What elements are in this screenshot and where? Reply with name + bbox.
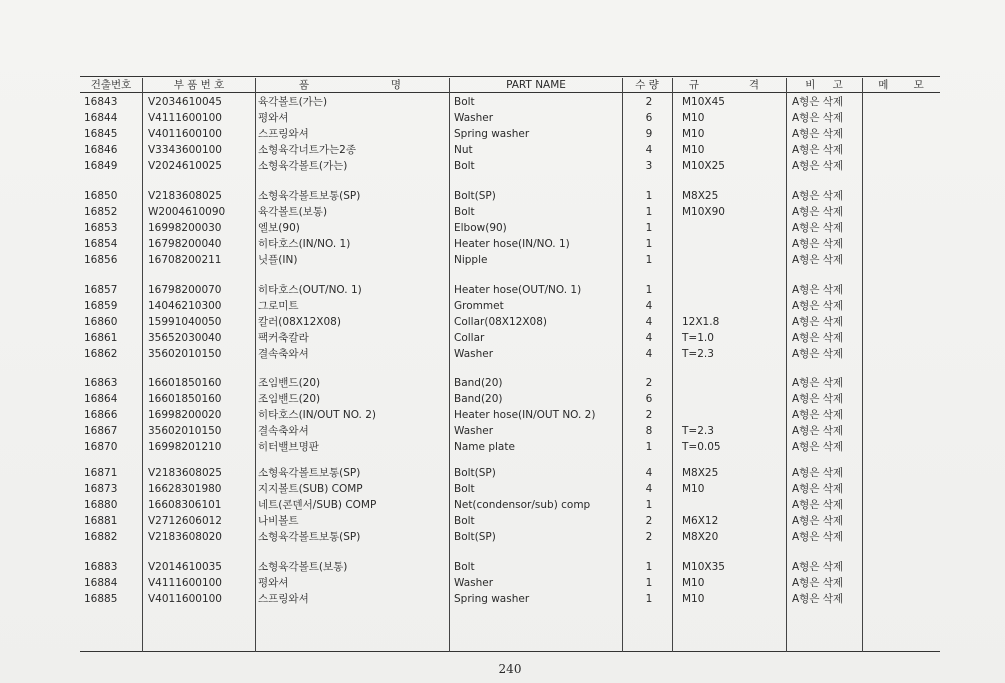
- quantity: 4: [645, 467, 653, 479]
- spec: 12X1.8: [682, 316, 720, 328]
- part-name: Washer: [454, 577, 494, 589]
- table-row: [0, 592, 1005, 607]
- quantity: 1: [645, 499, 653, 511]
- korean-name: 소형육각볼트보통(SP): [258, 531, 361, 543]
- korean-name: 소형육각너트가는2종: [258, 144, 356, 156]
- part-number: V3343600100: [148, 144, 222, 156]
- remark: A형은 삭제: [792, 409, 844, 421]
- part-number: 16628301980: [148, 483, 222, 495]
- part-name: Bolt: [454, 160, 475, 172]
- spec: M10: [682, 593, 705, 605]
- quantity: 1: [645, 441, 653, 453]
- korean-name: 그로미트: [258, 300, 299, 312]
- part-name: Band(20): [454, 393, 503, 405]
- korean-name: 소형육각볼트(보통): [258, 561, 348, 573]
- quantity: 1: [645, 206, 653, 218]
- quantity: 4: [645, 144, 653, 156]
- remark: A형은 삭제: [792, 316, 844, 328]
- table-row: [0, 466, 1005, 481]
- part-number: 16998200030: [148, 222, 222, 234]
- part-name: Bolt: [454, 515, 475, 527]
- quantity: 2: [645, 377, 653, 389]
- part-name: Washer: [454, 112, 494, 124]
- item-number: 16862: [84, 348, 118, 360]
- quantity: 1: [645, 561, 653, 573]
- quantity: 1: [645, 593, 653, 605]
- korean-name: 스프링와셔: [258, 593, 309, 605]
- item-number: 16853: [84, 222, 118, 234]
- korean-name: 조임밴드(20): [258, 377, 321, 389]
- quantity: 2: [645, 531, 653, 543]
- quantity: 4: [645, 348, 653, 360]
- table-row: [0, 283, 1005, 298]
- quantity: 1: [645, 577, 653, 589]
- table-row: [0, 127, 1005, 142]
- header-part-number: 부 품 번 호: [173, 79, 225, 91]
- korean-name: 소형육각볼트보통(SP): [258, 467, 361, 479]
- part-number: V2034610045: [148, 96, 222, 108]
- item-number: 16846: [84, 144, 118, 156]
- spec: M8X25: [682, 467, 719, 479]
- table-row: [0, 221, 1005, 236]
- spec: M10: [682, 144, 705, 156]
- item-number: 16863: [84, 377, 118, 389]
- remark: A형은 삭제: [792, 531, 844, 543]
- part-number: 35602010150: [148, 425, 222, 437]
- remark: A형은 삭제: [792, 348, 844, 360]
- table-row: [0, 95, 1005, 110]
- part-number: 16601850160: [148, 393, 222, 405]
- part-number: V4111600100: [148, 112, 222, 124]
- spec: M10X35: [682, 561, 725, 573]
- quantity: 6: [645, 393, 653, 405]
- korean-name: 육각볼트(가는): [258, 96, 328, 108]
- quantity: 2: [645, 409, 653, 421]
- part-name: Name plate: [454, 441, 515, 453]
- part-number: 16998200020: [148, 409, 222, 421]
- table-row: [0, 408, 1005, 423]
- quantity: 4: [645, 332, 653, 344]
- part-number: V2183608025: [148, 467, 222, 479]
- remark: A형은 삭제: [792, 499, 844, 511]
- table-row: [0, 424, 1005, 439]
- remark: A형은 삭제: [792, 284, 844, 296]
- header-memo: 메 모: [878, 79, 924, 91]
- table-row: [0, 237, 1005, 252]
- header-spec-b: 격: [748, 79, 760, 91]
- item-number: 16854: [84, 238, 118, 250]
- part-number: 16798200040: [148, 238, 222, 250]
- part-name: Collar: [454, 332, 485, 344]
- table-row: [0, 159, 1005, 174]
- item-number: 16860: [84, 316, 118, 328]
- item-number: 16880: [84, 499, 118, 511]
- part-number: V2712606012: [148, 515, 222, 527]
- part-number: 16601850160: [148, 377, 222, 389]
- part-name: Bolt(SP): [454, 531, 496, 543]
- part-name: Bolt(SP): [454, 190, 496, 202]
- table-row: [0, 205, 1005, 220]
- remark: A형은 삭제: [792, 190, 844, 202]
- part-number: 16608306101: [148, 499, 222, 511]
- item-number: 16850: [84, 190, 118, 202]
- part-name: Elbow(90): [454, 222, 507, 234]
- part-number: V4011600100: [148, 128, 222, 140]
- item-number: 16867: [84, 425, 118, 437]
- table-top-rule: [80, 76, 940, 77]
- spec: M10: [682, 112, 705, 124]
- quantity: 2: [645, 96, 653, 108]
- part-name: Washer: [454, 425, 494, 437]
- korean-name: 평와셔: [258, 112, 289, 124]
- part-name: Band(20): [454, 377, 503, 389]
- spec: M10: [682, 483, 705, 495]
- item-number: 16873: [84, 483, 118, 495]
- korean-name: 팩커축칼라: [258, 332, 309, 344]
- part-number: 16798200070: [148, 284, 222, 296]
- item-number: 16864: [84, 393, 118, 405]
- korean-name: 조임밴드(20): [258, 393, 321, 405]
- remark: A형은 삭제: [792, 441, 844, 453]
- quantity: 1: [645, 284, 653, 296]
- item-number: 16849: [84, 160, 118, 172]
- part-name: Spring washer: [454, 128, 530, 140]
- part-number: 35602010150: [148, 348, 222, 360]
- korean-name: 히타호스(OUT/NO. 1): [258, 284, 362, 296]
- quantity: 9: [645, 128, 653, 140]
- part-name: Collar(08X12X08): [454, 316, 548, 328]
- quantity: 2: [645, 515, 653, 527]
- spec: M10X45: [682, 96, 725, 108]
- part-name: Heater hose(IN/OUT NO. 2): [454, 409, 596, 421]
- header-bottom-rule: [80, 92, 940, 93]
- korean-name: 닛플(IN): [258, 254, 298, 266]
- table-row: [0, 299, 1005, 314]
- korean-name: 히터밸브명판: [258, 441, 319, 453]
- table-bottom-rule: [80, 651, 940, 652]
- quantity: 4: [645, 483, 653, 495]
- spec: M10: [682, 128, 705, 140]
- spec: T=1.0: [682, 332, 714, 344]
- spec: T=0.05: [682, 441, 721, 453]
- remark: A형은 삭제: [792, 238, 844, 250]
- remark: A형은 삭제: [792, 96, 844, 108]
- quantity: 1: [645, 190, 653, 202]
- remark: A형은 삭제: [792, 144, 844, 156]
- spec: T=2.3: [682, 425, 714, 437]
- remark: A형은 삭제: [792, 425, 844, 437]
- remark: A형은 삭제: [792, 393, 844, 405]
- table-row: [0, 392, 1005, 407]
- spec: M10: [682, 577, 705, 589]
- page-number: 240: [498, 662, 522, 676]
- part-name: Net(condensor/sub) comp: [454, 499, 591, 511]
- table-row: [0, 331, 1005, 346]
- remark: A형은 삭제: [792, 160, 844, 172]
- remark: A형은 삭제: [792, 128, 844, 140]
- spec: M10X90: [682, 206, 725, 218]
- item-number: 16843: [84, 96, 118, 108]
- remark: A형은 삭제: [792, 483, 844, 495]
- korean-name: 네트(콘덴서/SUB) COMP: [258, 499, 377, 511]
- part-name: Bolt: [454, 96, 475, 108]
- item-number: 16883: [84, 561, 118, 573]
- table-row: [0, 576, 1005, 591]
- spec: M10X25: [682, 160, 725, 172]
- korean-name: 평와셔: [258, 577, 289, 589]
- korean-name: 나비볼트: [258, 515, 299, 527]
- part-number: 16708200211: [148, 254, 222, 266]
- korean-name: 결속축와셔: [258, 425, 309, 437]
- item-number: 16871: [84, 467, 118, 479]
- table-row: [0, 315, 1005, 330]
- part-number: 15991040050: [148, 316, 222, 328]
- part-name: Heater hose(IN/NO. 1): [454, 238, 570, 250]
- item-number: 16859: [84, 300, 118, 312]
- korean-name: 육각볼트(보통): [258, 206, 328, 218]
- part-name: Spring washer: [454, 593, 530, 605]
- part-number: 14046210300: [148, 300, 222, 312]
- part-name: Heater hose(OUT/NO. 1): [454, 284, 582, 296]
- korean-name: 스프링와셔: [258, 128, 309, 140]
- table-row: [0, 347, 1005, 362]
- spec: M8X25: [682, 190, 719, 202]
- header-spec-a: 규: [688, 79, 700, 91]
- remark: A형은 삭제: [792, 467, 844, 479]
- korean-name: 엘보(90): [258, 222, 300, 234]
- part-number: W2004610090: [148, 206, 226, 218]
- part-number: V2024610025: [148, 160, 222, 172]
- part-number: V2183608025: [148, 190, 222, 202]
- remark: A형은 삭제: [792, 222, 844, 234]
- remark: A형은 삭제: [792, 577, 844, 589]
- remark: A형은 삭제: [792, 112, 844, 124]
- part-name: Nipple: [454, 254, 488, 266]
- remark: A형은 삭제: [792, 561, 844, 573]
- header-korean-name-b: 명: [390, 79, 402, 91]
- table-row: [0, 514, 1005, 529]
- quantity: 1: [645, 222, 653, 234]
- item-number: 16844: [84, 112, 118, 124]
- header-item-number: 건출번호: [90, 79, 132, 91]
- korean-name: 칼러(08X12X08): [258, 316, 341, 328]
- table-row: [0, 111, 1005, 126]
- table-row: [0, 253, 1005, 268]
- item-number: 16866: [84, 409, 118, 421]
- korean-name: 히타호스(IN/NO. 1): [258, 238, 351, 250]
- remark: A형은 삭제: [792, 206, 844, 218]
- header-quantity: 수 량: [635, 79, 659, 91]
- item-number: 16856: [84, 254, 118, 266]
- quantity: 1: [645, 238, 653, 250]
- item-number: 16845: [84, 128, 118, 140]
- korean-name: 소형육각볼트보통(SP): [258, 190, 361, 202]
- table-row: [0, 376, 1005, 391]
- item-number: 16861: [84, 332, 118, 344]
- remark: A형은 삭제: [792, 332, 844, 344]
- item-number: 16885: [84, 593, 118, 605]
- table-row: [0, 560, 1005, 575]
- quantity: 3: [645, 160, 653, 172]
- part-number: V4111600100: [148, 577, 222, 589]
- part-name: Bolt: [454, 561, 475, 573]
- item-number: 16881: [84, 515, 118, 527]
- spec: T=2.3: [682, 348, 714, 360]
- part-number: V2014610035: [148, 561, 222, 573]
- table-row: [0, 482, 1005, 497]
- part-number: V2183608020: [148, 531, 222, 543]
- header-remarks: 비 고: [805, 79, 843, 91]
- item-number: 16857: [84, 284, 118, 296]
- korean-name: 소형육각볼트(가는): [258, 160, 348, 172]
- header-part-name: PART NAME: [506, 79, 566, 91]
- remark: A형은 삭제: [792, 515, 844, 527]
- header-korean-name-a: 품: [298, 79, 310, 91]
- table-row: [0, 189, 1005, 204]
- part-name: Grommet: [454, 300, 504, 312]
- quantity: 8: [645, 425, 653, 437]
- table-row: [0, 143, 1005, 158]
- part-name: Washer: [454, 348, 494, 360]
- table-row: [0, 498, 1005, 513]
- part-name: Nut: [454, 144, 473, 156]
- remark: A형은 삭제: [792, 300, 844, 312]
- table-row: [0, 440, 1005, 455]
- table-row: [0, 530, 1005, 545]
- part-number: V4011600100: [148, 593, 222, 605]
- item-number: 16852: [84, 206, 118, 218]
- korean-name: 지지볼트(SUB) COMP: [258, 483, 363, 495]
- remark: A형은 삭제: [792, 254, 844, 266]
- part-name: Bolt: [454, 206, 475, 218]
- item-number: 16870: [84, 441, 118, 453]
- quantity: 4: [645, 300, 653, 312]
- spec: M6X12: [682, 515, 719, 527]
- part-name: Bolt(SP): [454, 467, 496, 479]
- quantity: 1: [645, 254, 653, 266]
- part-name: Bolt: [454, 483, 475, 495]
- part-number: 35652030040: [148, 332, 222, 344]
- quantity: 6: [645, 112, 653, 124]
- spec: M8X20: [682, 531, 719, 543]
- korean-name: 히타호스(IN/OUT NO. 2): [258, 409, 377, 421]
- item-number: 16882: [84, 531, 118, 543]
- quantity: 4: [645, 316, 653, 328]
- item-number: 16884: [84, 577, 118, 589]
- remark: A형은 삭제: [792, 593, 844, 605]
- part-number: 16998201210: [148, 441, 222, 453]
- korean-name: 결속축와셔: [258, 348, 309, 360]
- remark: A형은 삭제: [792, 377, 844, 389]
